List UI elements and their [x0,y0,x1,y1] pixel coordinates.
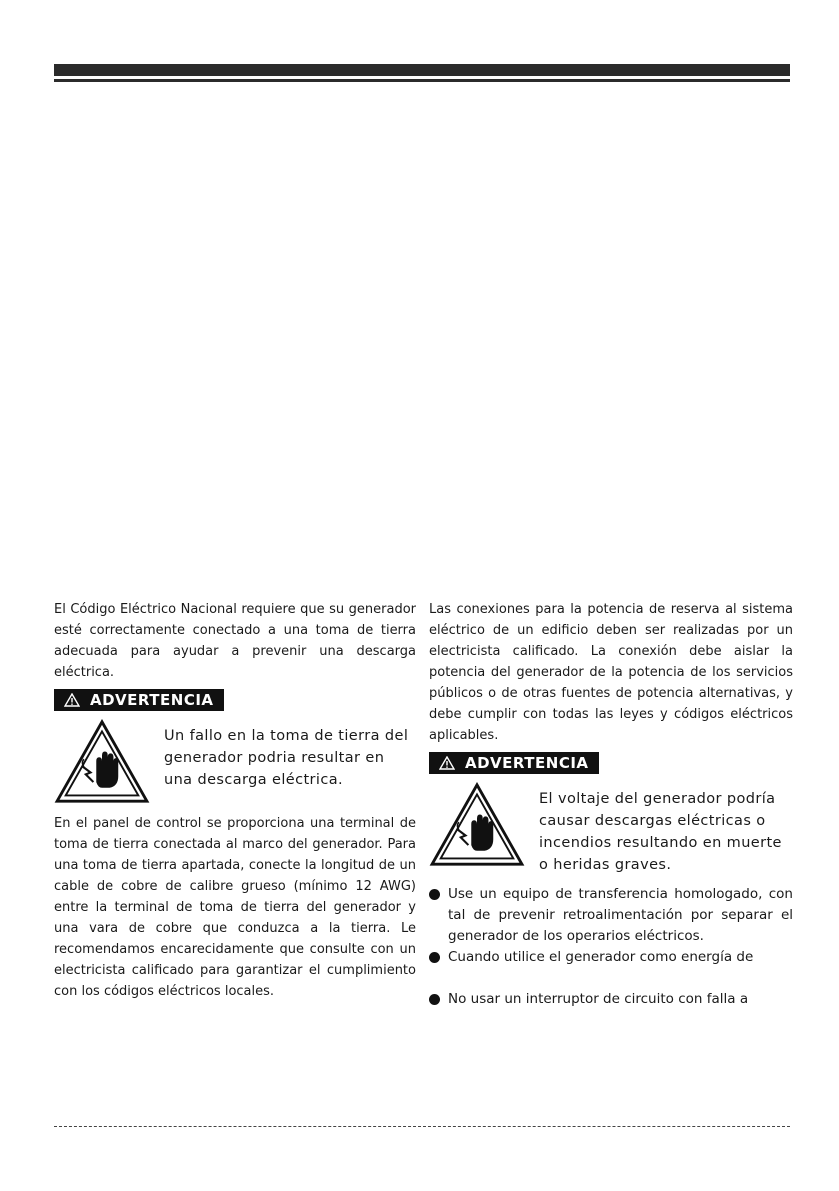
warning-label-text: ADVERTENCIA [90,690,214,709]
bullet-text: Use un equipo de transferencia homologado, con tal de prevenir retroalimentación por separar el generador de los operarios eléctricos. [448,886,793,944]
warning-text: Un fallo en la toma de tierra del generador podria resultar en una descarga eléctrica. [164,728,409,788]
bullet-text: No usar un interruptor de circuito con falla a [448,991,749,1007]
warning-label [429,752,599,774]
bullet-dot [429,952,440,963]
grounding-body-paragraph: En el panel de control se proporciona una terminal de toma de tierra conectada al marco del generador. Para una toma de tierra apartada, conecte la longitud de un cable de cobre de calibre grueso (mínimo 12 AWG) entre la terminal de toma de tierra del generador y una vara de cobre que conduzca a la tierra. Le recomendamos encarecidamente que consulte con un electricista calificado para garantizar el cumplimiento con los códigos eléctricos locales. [54,816,416,999]
footer-dotted-rule [54,1126,790,1127]
bullet-item [429,989,793,1010]
bullet-item [429,947,793,968]
bullet-dot [429,889,440,900]
left-column [54,599,416,1002]
warning-label-text: ADVERTENCIA [465,753,589,772]
bullet-item [429,884,793,947]
warning-text: El voltaje del generador podría causar descargas eléctricas o incendios resultando en muerte o heridas graves. [539,791,782,873]
warning-box [54,719,416,805]
electric-shock-hazard-icon [54,719,150,805]
header-rule-thin [54,79,790,82]
right-column [429,599,793,1010]
header-rule-thick [54,64,790,76]
standby-power-paragraph: Las conexiones para la potencia de reserva al sistema eléctrico de un edificio deben ser realizadas por un electricista calificado. La conexión debe aislar la potencia del generador de la potencia de los servicios públicos o de otras fuentes de potencia alternativas, y debe cumplir con todas las leyes y códigos eléctricos aplicables. [429,602,793,743]
grounding-intro-paragraph: El Código Eléctrico Nacional requiere que su generador esté correctamente conectado a una toma de tierra adecuada para ayudar a prevenir una descarga eléctrica. [54,602,416,680]
warning-box [429,782,793,876]
bullet-dot [429,994,440,1005]
warning-label [54,689,224,711]
warning-triangle-icon [439,756,455,770]
warning-triangle-icon [64,693,80,707]
electric-shock-hazard-icon [429,782,525,868]
bullet-text: Cuando utilice el generador como energía de [448,949,754,965]
